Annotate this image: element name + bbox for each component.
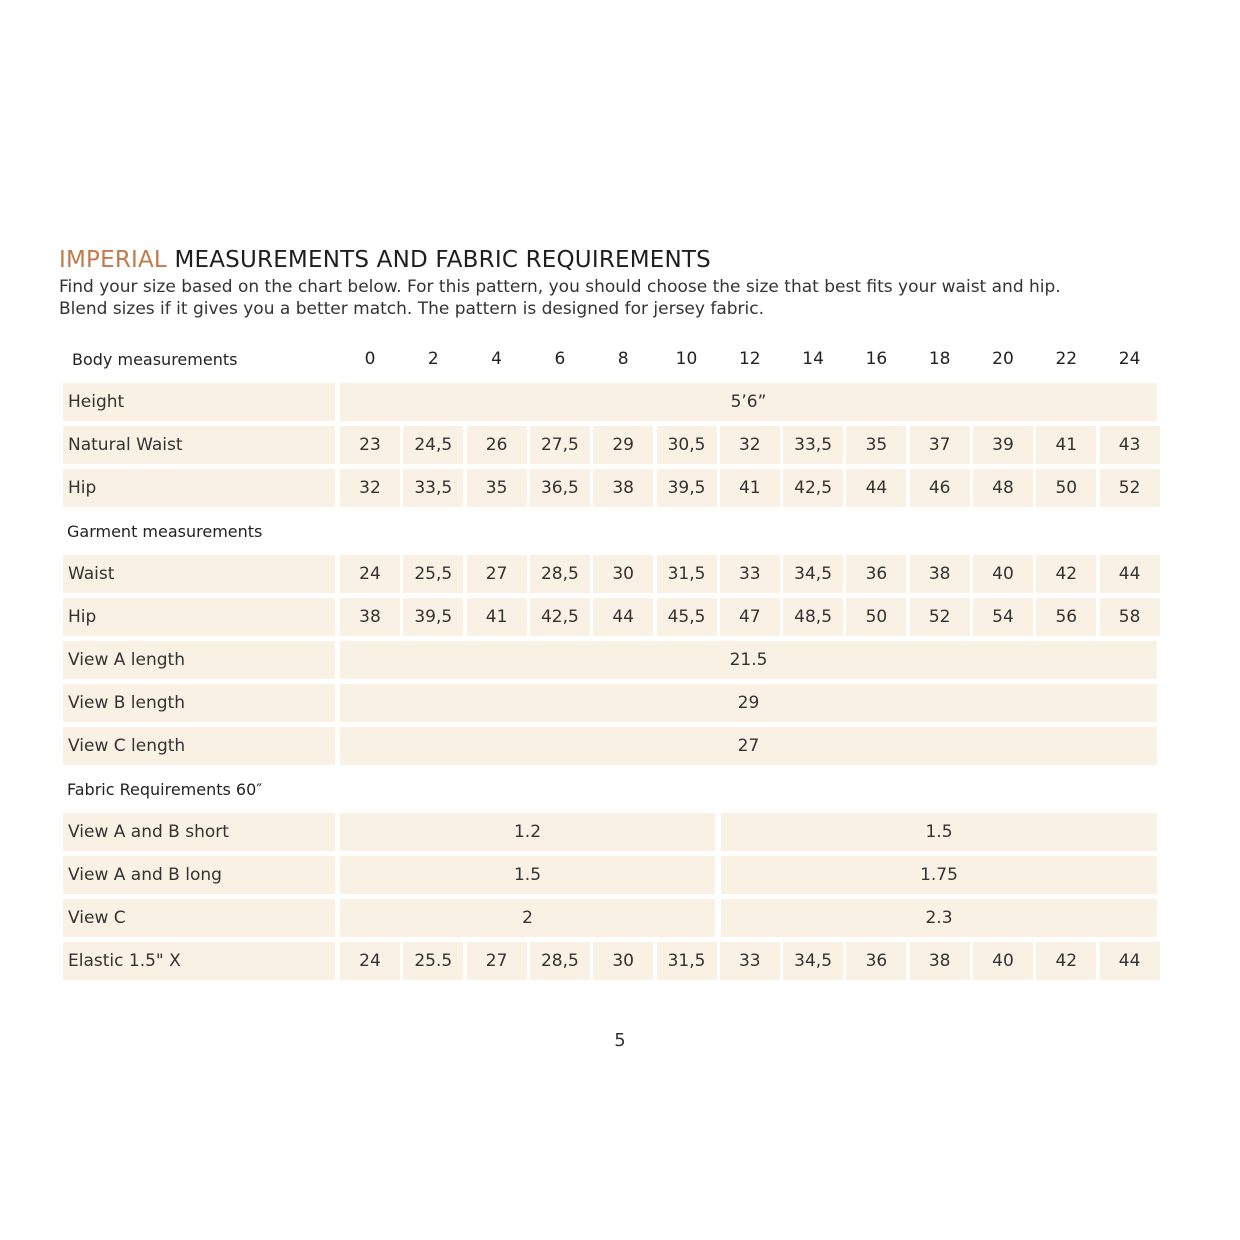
value-cell: 40 — [973, 555, 1033, 593]
span-cell: 21.5 — [340, 641, 1157, 679]
value-cell: 24 — [340, 942, 400, 980]
size-header: 12 — [738, 349, 761, 369]
row-label: Height — [63, 383, 335, 421]
value-cell: 52 — [910, 598, 970, 636]
value-cell: 37 — [910, 426, 970, 464]
value-cell: 28,5 — [530, 942, 590, 980]
value-cell: 38 — [340, 598, 400, 636]
value-cell: 39 — [973, 426, 1033, 464]
row-label: Waist — [63, 555, 335, 593]
value-cell: 24,5 — [403, 426, 463, 464]
value-cell: 34,5 — [783, 555, 843, 593]
value-cell: 33 — [720, 942, 780, 980]
value-cell: 33,5 — [783, 426, 843, 464]
value-cell: 48 — [973, 469, 1033, 507]
span-cell: 29 — [340, 684, 1157, 722]
value-cell: 27 — [467, 942, 527, 980]
span-cell: 27 — [340, 727, 1157, 765]
value-cell: 50 — [1036, 469, 1096, 507]
value-cell: 40 — [973, 942, 1033, 980]
value-cell: 45,5 — [657, 598, 717, 636]
size-header: 24 — [1118, 349, 1141, 369]
row-label: View C — [63, 899, 335, 937]
size-header: 0 — [364, 349, 376, 369]
size-header: 16 — [865, 349, 888, 369]
size-header: 18 — [928, 349, 951, 369]
split-cell: 1.5 — [721, 813, 1157, 851]
intro-line-1: Find your size based on the chart below. For this pattern, you should choose the size that best fits your waist and hip. — [59, 277, 1061, 297]
value-cell: 44 — [593, 598, 653, 636]
section-garment: Garment measurements — [67, 521, 263, 541]
size-header: 14 — [802, 349, 824, 369]
value-cell: 41 — [720, 469, 780, 507]
split-cell: 2.3 — [721, 899, 1157, 937]
value-cell: 35 — [467, 469, 527, 507]
value-cell: 58 — [1100, 598, 1160, 636]
section-fabric: Fabric Requirements 60″ — [67, 779, 263, 799]
value-cell: 38 — [910, 942, 970, 980]
value-cell: 39,5 — [403, 598, 463, 636]
value-cell: 43 — [1100, 426, 1160, 464]
page-number: 5 — [614, 1030, 626, 1051]
value-cell: 42,5 — [783, 469, 843, 507]
value-cell: 39,5 — [657, 469, 717, 507]
span-cell: 5’6” — [340, 383, 1157, 421]
value-cell: 30 — [593, 555, 653, 593]
row-label: View C length — [63, 727, 335, 765]
size-header: 8 — [617, 349, 629, 369]
value-cell: 30,5 — [657, 426, 717, 464]
value-cell: 36 — [846, 555, 906, 593]
row-label: View A length — [63, 641, 335, 679]
value-cell: 32 — [340, 469, 400, 507]
value-cell: 38 — [593, 469, 653, 507]
value-cell: 27 — [467, 555, 527, 593]
split-cell: 1.75 — [721, 856, 1157, 894]
value-cell: 31,5 — [657, 555, 717, 593]
row-label: Elastic 1.5" X — [63, 942, 335, 980]
row-label: View A and B long — [63, 856, 335, 894]
value-cell: 47 — [720, 598, 780, 636]
value-cell: 46 — [910, 469, 970, 507]
value-cell: 26 — [467, 426, 527, 464]
value-cell: 38 — [910, 555, 970, 593]
value-cell: 31,5 — [657, 942, 717, 980]
row-label: View A and B short — [63, 813, 335, 851]
value-cell: 44 — [1100, 555, 1160, 593]
size-header: 6 — [554, 349, 566, 369]
value-cell: 33,5 — [403, 469, 463, 507]
value-cell: 42 — [1036, 942, 1096, 980]
value-cell: 48,5 — [783, 598, 843, 636]
value-cell: 44 — [846, 469, 906, 507]
split-cell: 2 — [340, 899, 715, 937]
value-cell: 56 — [1036, 598, 1096, 636]
value-cell: 30 — [593, 942, 653, 980]
value-cell: 28,5 — [530, 555, 590, 593]
value-cell: 32 — [720, 426, 780, 464]
title-accent: IMPERIAL — [59, 247, 167, 273]
split-cell: 1.2 — [340, 813, 715, 851]
value-cell: 35 — [846, 426, 906, 464]
value-cell: 34,5 — [783, 942, 843, 980]
intro-line-2: Blend sizes if it gives you a better match. The pattern is designed for jersey fabric. — [59, 299, 765, 319]
value-cell: 52 — [1100, 469, 1160, 507]
header-label: Body measurements — [72, 349, 238, 369]
value-cell: 33 — [720, 555, 780, 593]
value-cell: 23 — [340, 426, 400, 464]
row-label: View B length — [63, 684, 335, 722]
value-cell: 25.5 — [403, 942, 463, 980]
value-cell: 41 — [1036, 426, 1096, 464]
size-header: 10 — [675, 349, 698, 369]
row-label: Hip — [63, 469, 335, 507]
split-cell: 1.5 — [340, 856, 715, 894]
size-header: 4 — [491, 349, 502, 369]
value-cell: 42,5 — [530, 598, 590, 636]
value-cell: 25,5 — [403, 555, 463, 593]
size-header: 20 — [992, 349, 1014, 369]
size-header: 2 — [427, 349, 439, 369]
value-cell: 24 — [340, 555, 400, 593]
value-cell: 41 — [467, 598, 527, 636]
row-label: Hip — [63, 598, 335, 636]
value-cell: 50 — [846, 598, 906, 636]
value-cell: 54 — [973, 598, 1033, 636]
title-rest: MEASUREMENTS AND FABRIC REQUIREMENTS — [166, 247, 711, 273]
row-label: Natural Waist — [63, 426, 335, 464]
size-header: 22 — [1055, 349, 1078, 369]
value-cell: 29 — [593, 426, 653, 464]
value-cell: 42 — [1036, 555, 1096, 593]
value-cell: 27,5 — [530, 426, 590, 464]
value-cell: 36 — [846, 942, 906, 980]
value-cell: 36,5 — [530, 469, 590, 507]
value-cell: 44 — [1100, 942, 1160, 980]
